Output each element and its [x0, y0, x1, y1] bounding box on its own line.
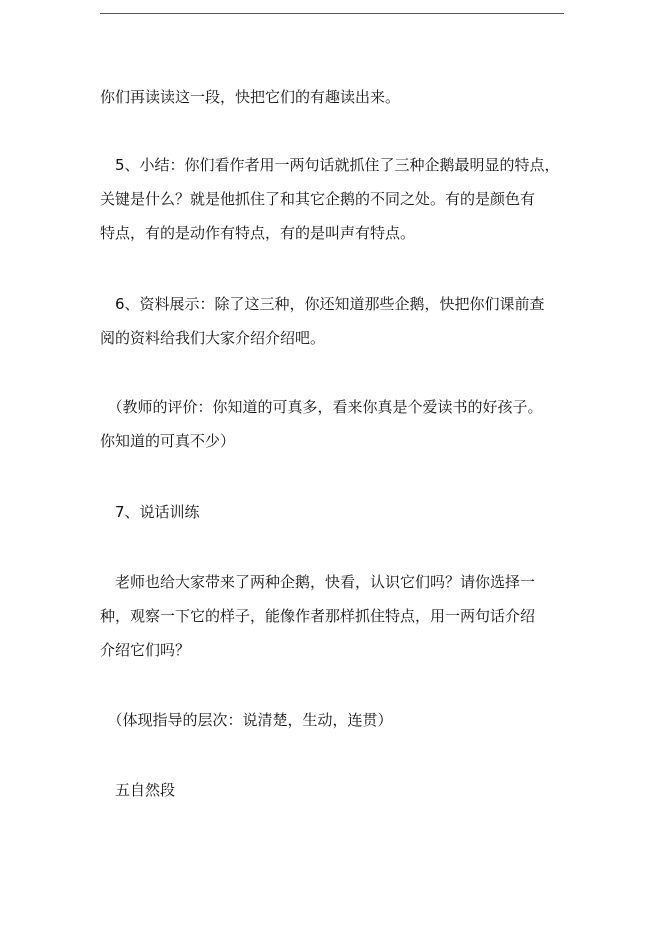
text-line: （教师的评价：你知道的可真多，看来你真是个爱读书的好孩子。: [100, 398, 543, 416]
text-line: 你们再读读这一段，快把它们的有趣读出来。: [100, 88, 401, 106]
paragraph-speaking-heading: [100, 495, 570, 529]
text-line: （体现指导的层次：说清楚，生动，连贯）: [100, 711, 393, 729]
text-line: 你知道的可真不少）: [100, 432, 236, 450]
text-line: 种，观察一下它的样子，能像作者那样抓住特点，用一两句话介绍: [100, 607, 536, 625]
text-line: 老师也给大家带来了两种企鹅，快看，认识它们吗？请你选择一: [100, 573, 536, 591]
text-line: 特点，有的是动作有特点，有的是叫声有特点。: [100, 224, 416, 242]
paragraph-speaking-task: [100, 565, 570, 667]
text-line: 6、资料展示：除了这三种，你还知道那些企鹅，快把你们课前查: [100, 295, 545, 313]
paragraph-teacher-comment: [100, 390, 570, 458]
text-line: 介绍它们吗？: [100, 641, 191, 659]
paragraph-materials: [100, 287, 570, 355]
paragraph-summary: [100, 148, 570, 250]
text-line: 7、说话训练: [100, 503, 200, 521]
text-line: 关键是什么？就是他抓住了和其它企鹅的不同之处。有的是颜色有: [100, 190, 536, 208]
header-rule: [100, 13, 564, 14]
paragraph-guidance-note: [100, 703, 570, 737]
text-line: 5、小结：你们看作者用一两句话就抓住了三种企鹅最明显的特点，: [100, 156, 560, 174]
paragraph-reread: [100, 80, 570, 114]
text-line: 阅的资料给我们大家介绍介绍吧。: [100, 329, 326, 347]
paragraph-section-heading: [100, 773, 570, 807]
text-line: 五自然段: [100, 781, 176, 799]
